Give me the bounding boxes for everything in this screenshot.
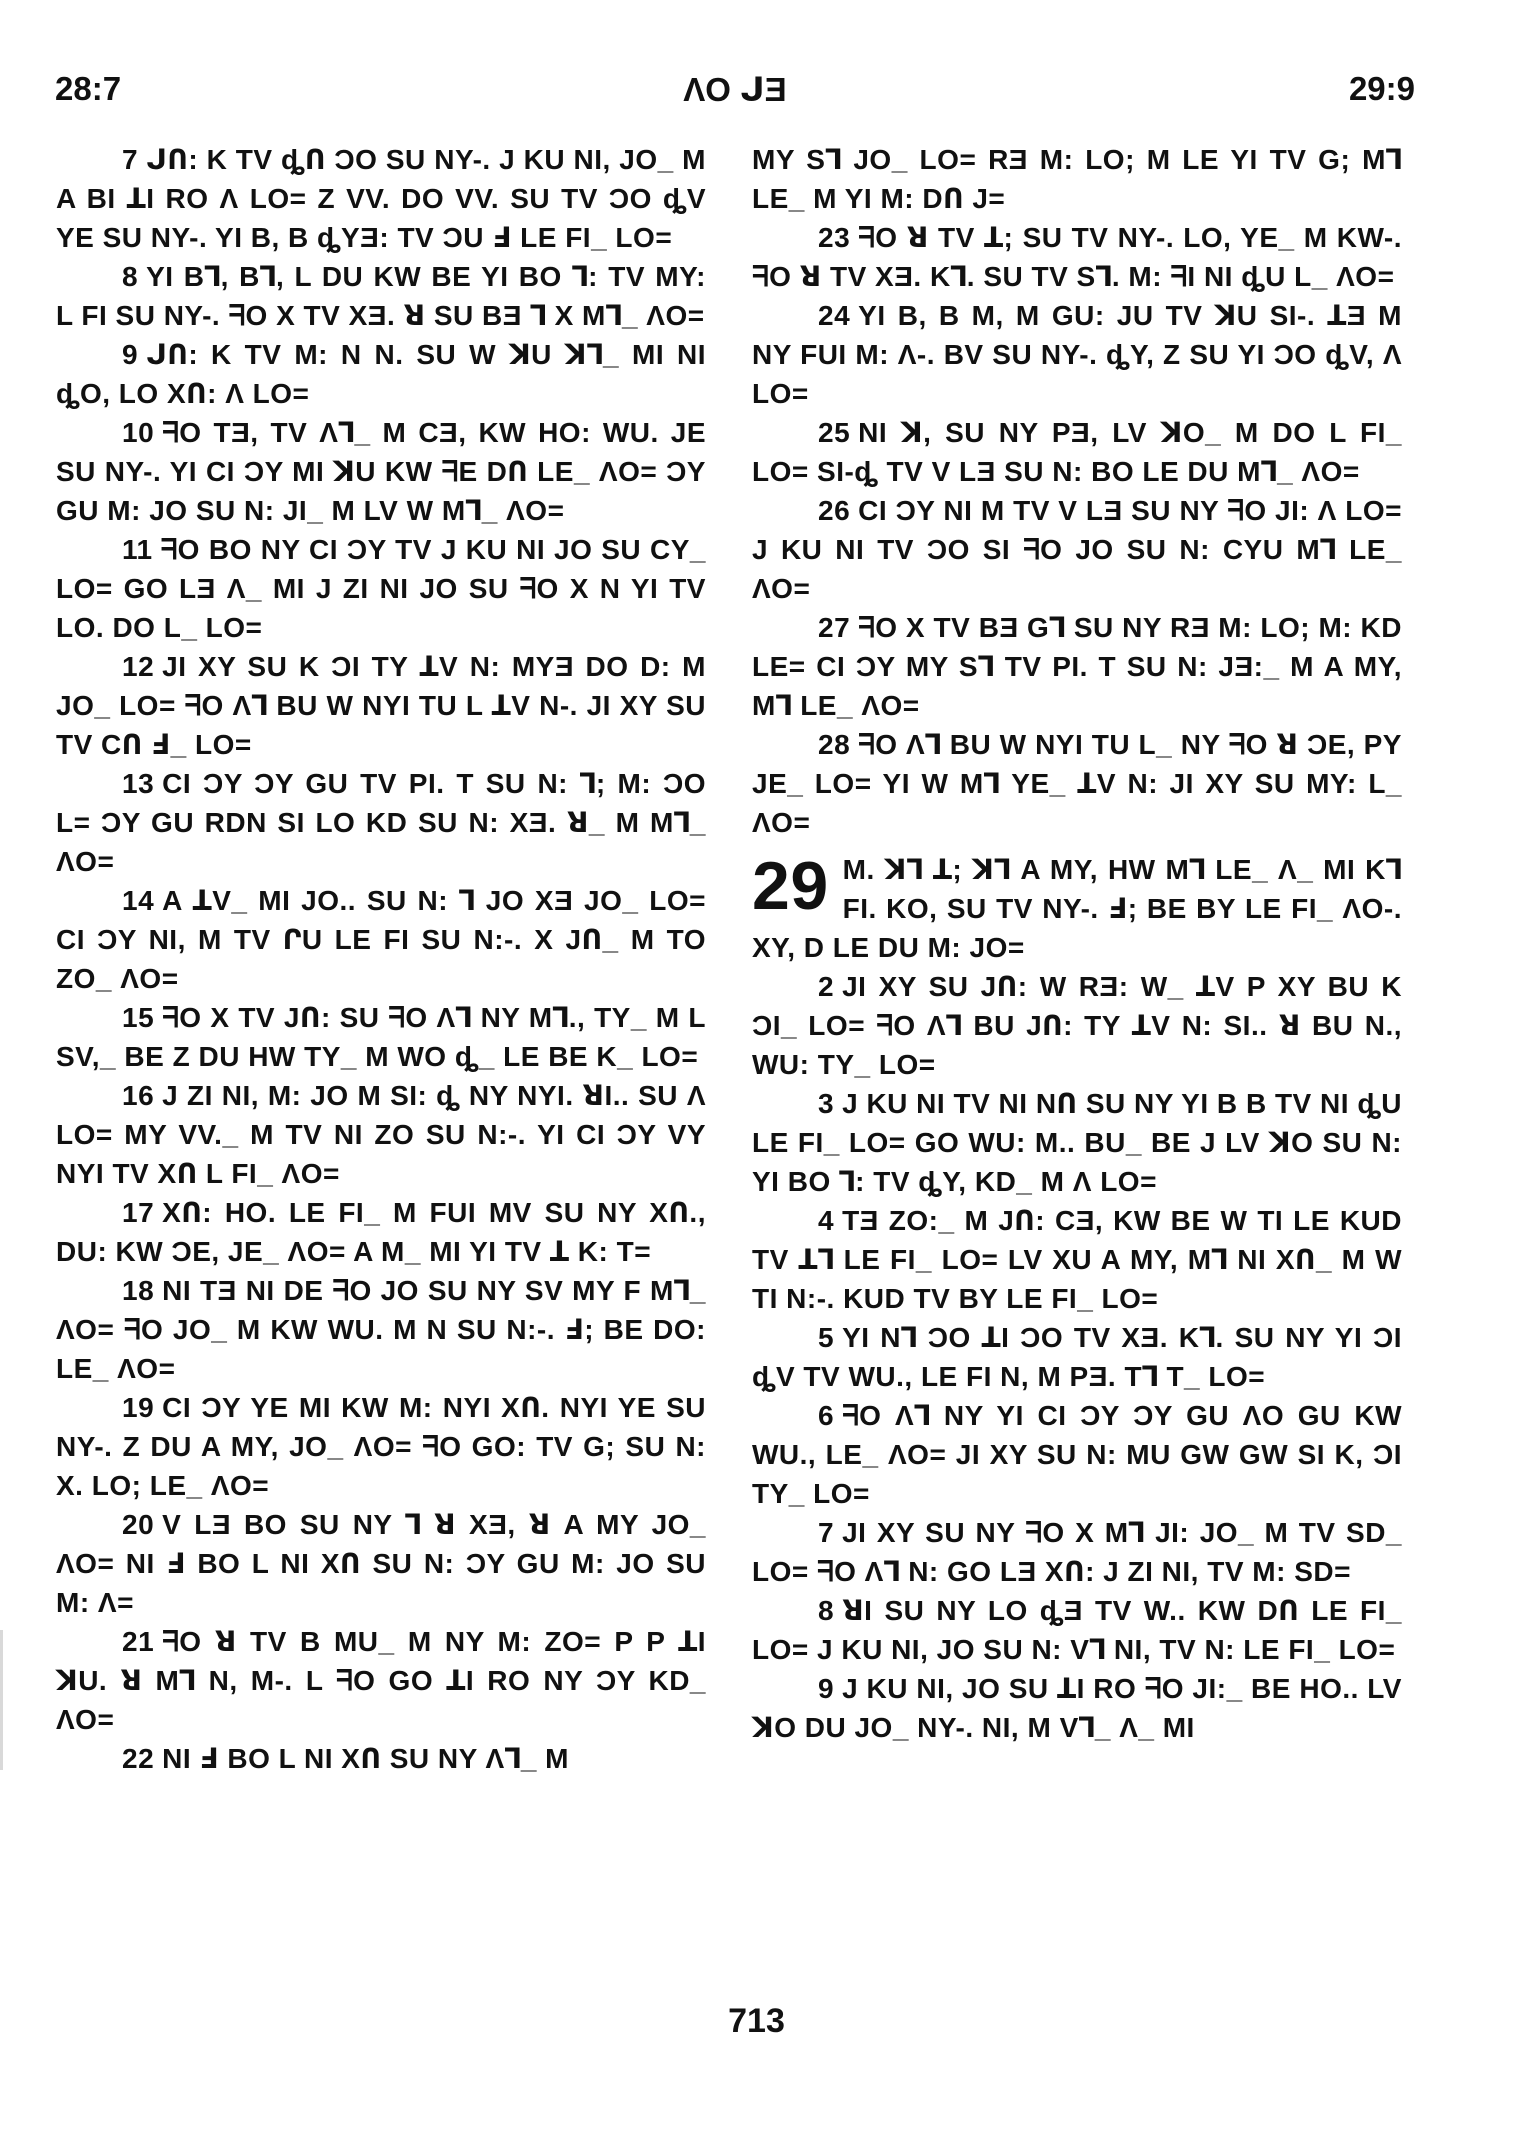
- verse-text: JI XY SU JՈ: W RƎ: W_ ꓕV P XY BU K ƆI_ LO= ᖷO Ʌꓶ BU JՈ: TY ꓕV N: SI.. ꓤ BU N., WU: TY_ LO=: [752, 971, 1402, 1080]
- verse-number: 6: [818, 1400, 835, 1431]
- verse-number: 7: [818, 1517, 835, 1548]
- verse-text: ᖷO TƎ, TV Ʌꓶ_ M CƎ, KW HO: WU. JE SU NY-. YI CI ƆY MI ꓘU KW ᖷE DՈ LE_ ɅO= ƆY GU M: JO SU N: JI_ M LV W Mꓶ_ ɅO=: [56, 417, 706, 526]
- chapter-first-verse: [752, 850, 1402, 967]
- verse-text: ᒍՈ: K TV ȡՈ ƆO SU NY-. J KU NI, JO_ M A BI ꓕI RO Ʌ LO= Z VV. DO VV. SU TV ƆO ȡV YE SU NY-. YI B, B ȡYƎ: TV ƆU Ⅎ LE FI_ LO=: [56, 144, 706, 253]
- header-book-title: ɅO ᒍƎ: [683, 71, 787, 108]
- running-head: [55, 70, 1415, 110]
- verse: [56, 1622, 706, 1739]
- verse: [752, 413, 1402, 491]
- verse-number: 27: [818, 612, 851, 643]
- verse-text: YI B, B M, M GU: JU TV ꓘU SI-. ꓕƎ M NY FUI M: Ʌ-. BV SU NY-. ȡY, Z SU YI ƆO ȡV, Ʌ LO=: [752, 300, 1402, 409]
- verse-number: 16: [122, 1080, 155, 1111]
- verse: [752, 1513, 1402, 1591]
- verse-number: 10: [122, 417, 155, 448]
- verse-text: MY Sꓶ JO_ LO= RƎ M: LO; M LE YI TV G; Mꓶ LE_ M YI M: DՈ J=: [752, 144, 1402, 214]
- verse: [56, 140, 706, 257]
- verse-text: JI XY SU K ƆI TY ꓕV N: MYƎ DO D: M JO_ LO= ᖷO Ʌꓶ BU W NYI TU L ꓕV N-. JI XY SU TV CՈ Ⅎ_ LO=: [56, 651, 706, 760]
- verse-text: NI Ⅎ BO L NI XՈ SU NY Ʌꓶ_ M: [162, 1743, 569, 1774]
- verse-number: 23: [818, 222, 851, 253]
- verse: [56, 647, 706, 764]
- verse: [56, 1076, 706, 1193]
- left-column: [56, 140, 706, 1778]
- verse-number: 17: [122, 1197, 155, 1228]
- verse-number: 13: [122, 768, 155, 799]
- verse: [56, 881, 706, 998]
- verse-text: NI ꓘ, SU NY PƎ, LV ꓘO_ M DO L FI_ LO= SI-ȡ TV V LƎ SU N: BO LE DU Mꓶ_ ɅO=: [752, 417, 1402, 487]
- verse-number: 4: [818, 1205, 835, 1236]
- verse: [752, 218, 1402, 296]
- verse-text: M. ꓘꓶ ꓕ; ꓘꓶ A MY, HW Mꓶ LE_ Ʌ_ MI Kꓶ FI. KO, SU TV NY-. Ⅎ; BE BY LE FI_ ɅO-. XY, D LE DU M: JO=: [752, 854, 1402, 963]
- header-left-reference: 28:7: [55, 70, 122, 107]
- verse-text: NI TƎ NI DE ᖷO JO SU NY SV MY F Mꓶ_ ɅO= ᖷO JO_ M KW WU. M N SU N:-. Ⅎ; BE DO: LE_ ɅO=: [56, 1275, 706, 1384]
- verse-number: 9: [818, 1673, 835, 1704]
- verse: [56, 1271, 706, 1388]
- chapter-number: 29: [752, 848, 829, 924]
- verse: [56, 530, 706, 647]
- verse: [752, 608, 1402, 725]
- verse: [56, 1505, 706, 1622]
- verse-text: ᖷO Ʌꓶ BU W NYI TU L_ NY ᖷO ꓤ ƆE, PY JE_ LO= YI W Mꓶ YE_ ꓕV N: JI XY SU MY: L_ ɅO=: [752, 729, 1402, 838]
- verse: [752, 1591, 1402, 1669]
- verse: [752, 491, 1402, 608]
- verse-number: 22: [122, 1743, 155, 1774]
- verse-text: YI Nꓶ ƆO ꓕI ƆO TV XƎ. Kꓶ. SU NY YI ƆI ȡV TV WU., LE FI N, M PƎ. Tꓶ T_ LO=: [752, 1322, 1402, 1392]
- verse-text: ᖷO Ʌꓶ NY YI CI ƆY ƆY GU ɅO GU KW WU., LE_ ɅO= JI XY SU N: MU GW GW SI K, ƆI TY_ LO=: [752, 1400, 1402, 1509]
- verse: [56, 998, 706, 1076]
- verse-text: J KU NI, JO SU ꓕI RO ᖷO JI:_ BE HO.. LV ꓘO DU JO_ NY-. NI, M Vꓶ_ Ʌ_ MI: [752, 1673, 1402, 1743]
- chapter-opening: [752, 850, 1402, 967]
- verse-number: 20: [122, 1509, 155, 1540]
- verse-text: J ZI NI, M: JO M SI: ȡ NY NYI. ꓤI.. SU Ʌ LO= MY VV._ M TV NI ZO SU N:-. YI CI ƆY VY NYI TV XՈ L FI_ ɅO=: [56, 1080, 706, 1189]
- verse: [56, 1193, 706, 1271]
- verse-number: 28: [818, 729, 851, 760]
- verse: [56, 764, 706, 881]
- verse-text: ᒍՈ: K TV M: N N. SU W ꓘU ꓘꓶ_ MI NI ȡO, LO XՈ: Ʌ LO=: [56, 339, 706, 409]
- verse-text: JI XY SU NY ᖷO X Mꓶ JI: JO_ M TV SD_ LO= ᖷO Ʌꓶ N: GO LƎ XՈ: J ZI NI, TV M: SD=: [752, 1517, 1402, 1587]
- verse: [56, 413, 706, 530]
- verse: [752, 1396, 1402, 1513]
- verse-number: 25: [818, 417, 851, 448]
- verse-text: A ꓕV_ MI JO.. SU N: ꓶ JO XƎ JO_ LO= CI ƆY NI, M TV ՐU LE FI SU N:-. X JՈ_ M TO ZO_ ɅO=: [56, 885, 706, 994]
- page-number: 713: [728, 2002, 785, 2040]
- verse-number: 5: [818, 1322, 835, 1353]
- verse-number: 3: [818, 1088, 835, 1119]
- verse-text: ᖷO X TV JՈ: SU ᖷO Ʌꓶ NY Mꓶ., TY_ M L SV,_ BE Z DU HW TY_ M WO ȡ_ LE BE K_ LO=: [56, 1002, 706, 1072]
- verse-text: CI ƆY ƆY GU TV PI. T SU N: ꓶ; M: ƆO L= ƆY GU RDN SI LO KD SU N: XƎ. ꓤ_ M Mꓶ_ ɅO=: [56, 768, 706, 877]
- verse-number: 8: [122, 261, 139, 292]
- verse-text: J KU NI TV NI NՈ SU NY YI B B TV NI ȡU LE FI_ LO= GO WU: M.. BU_ BE J LV ꓘO SU N: YI BO ꓶ: TV ȡY, KD_ M Ʌ LO=: [752, 1088, 1402, 1197]
- verse-number: 14: [122, 885, 155, 916]
- verse-continuation: [752, 140, 1402, 218]
- verse-number: 12: [122, 651, 155, 682]
- verse: [752, 1318, 1402, 1396]
- verse-number: 11: [122, 534, 153, 565]
- verse: [56, 1739, 706, 1778]
- verse-number: 18: [122, 1275, 155, 1306]
- verse: [752, 1084, 1402, 1201]
- verse: [56, 335, 706, 413]
- verse-text: TƎ ZO:_ M JՈ: CƎ, KW BE W TI LE KUD TV ꓕꓶ LE FI_ LO= LV XU A MY, Mꓶ NI XՈ_ M W TI N:-. KUD TV BY LE FI_ LO=: [752, 1205, 1402, 1314]
- verse: [752, 1669, 1402, 1747]
- header-right-reference: 29:9: [1348, 70, 1415, 107]
- verse-number: 19: [122, 1392, 155, 1423]
- verse-text: ᖷO ꓤ TV ꓕ; SU TV NY-. LO, YE_ M KW-. ᖷO ꓤ TV XƎ. Kꓶ. SU TV Sꓶ. M: ᖷI NI ȡU L_ ɅO=: [752, 222, 1402, 292]
- scan-edge-shadow: [0, 1630, 3, 1770]
- verse-text: ᖷO X TV BƎ Gꓶ SU NY RƎ M: LO; M: KD LE= CI ƆY MY Sꓶ TV PI. T SU N: JƎ:_ M A MY, Mꓶ LE_ ɅO=: [752, 612, 1402, 721]
- verse-number: 15: [122, 1002, 155, 1033]
- verse-number: 24: [818, 300, 851, 331]
- verse-text: XՈ: HO. LE FI_ M FUI MV SU NY XՈ., DU: KW ƆE, JE_ ɅO= A M_ MI YI TV ꓕ K: T=: [56, 1197, 706, 1267]
- verse: [752, 1201, 1402, 1318]
- verse: [752, 725, 1402, 842]
- verse-number: 8: [818, 1595, 835, 1626]
- verse: [752, 967, 1402, 1084]
- verse: [56, 257, 706, 335]
- verse-number: 9: [122, 339, 139, 370]
- verse-text: CI ƆY NI M TV V LƎ SU NY ᖷO JI: Ʌ LO= J KU NI TV ƆO SI ᖷO JO SU N: CYU Mꓶ LE_ ɅO=: [752, 495, 1402, 604]
- verse-text: YI Bꓶ, Bꓶ, L DU KW BE YI BO ꓶ: TV MY: L FI SU NY-. ᖷO X TV XƎ. ꓤ SU BƎ ꓶ X Mꓶ_ ɅO=: [56, 261, 706, 331]
- right-column: [752, 140, 1402, 1747]
- verse-number: 2: [818, 971, 835, 1002]
- verse-text: ᖷO ꓤ TV B MU_ M NY M: ZO= P P ꓕI ꓘU. ꓤ Mꓶ N, M-. L ᖷO GO ꓕI RO NY ƆY KD_ ɅO=: [56, 1626, 706, 1735]
- verse-text: ᖷO BO NY CI ƆY TV J KU NI JO SU CY_ LO= GO LƎ Ʌ_ MI J ZI NI JO SU ᖷO X N YI TV LO. DO L_ LO=: [56, 534, 706, 643]
- verse: [752, 296, 1402, 413]
- verse-text: CI ƆY YE MI KW M: NYI XՈ. NYI YE SU NY-. Z DU A MY, JO_ ɅO= ᖷO GO: TV G; SU N: X. LO; LE_ ɅO=: [56, 1392, 706, 1501]
- verse-number: 21: [122, 1626, 155, 1657]
- verse-number: 7: [122, 144, 139, 175]
- verse-number: 26: [818, 495, 851, 526]
- verse-text: V LƎ BO SU NY ꓶ ꓤ XƎ, ꓤ A MY JO_ ɅO= NI Ⅎ BO L NI XՈ SU N: ƆY GU M: JO SU M: Ʌ=: [56, 1509, 706, 1618]
- verse: [56, 1388, 706, 1505]
- verse-text: ꓤI SU NY LO ȡƎ TV W.. KW DՈ LE FI_ LO= J KU NI, JO SU N: Vꓶ NI, TV N: LE FI_ LO=: [752, 1595, 1402, 1665]
